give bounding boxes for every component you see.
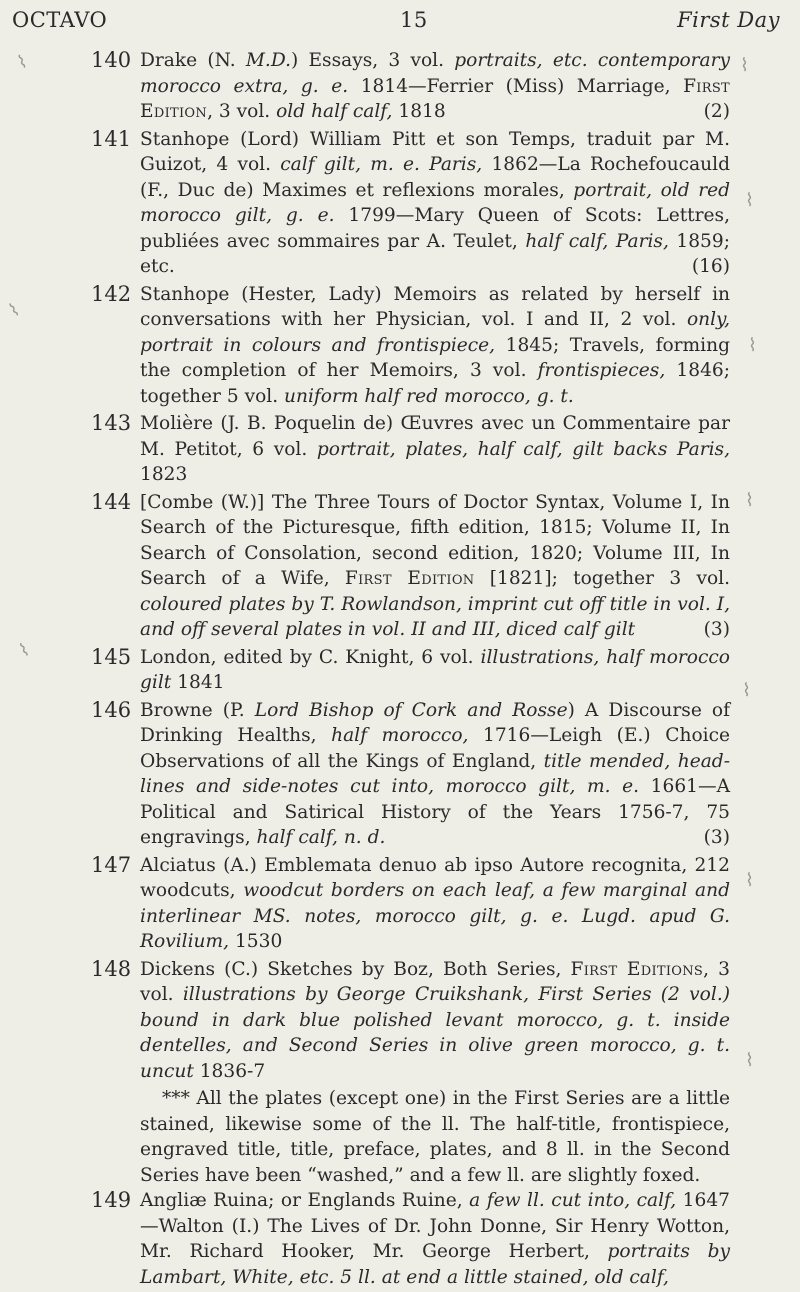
running-header: [12, 8, 780, 34]
entry-description: [140, 48, 730, 125]
entry-text-segment: Drake (N.: [140, 50, 246, 71]
entry-text-segment: 1841: [171, 672, 225, 693]
lot-number: 145: [91, 644, 132, 669]
entry-text-segment: 1530: [229, 931, 283, 952]
entry-text-segment: frontispieces,: [537, 360, 666, 381]
header-sale-day: First Day: [677, 8, 780, 32]
entry-text-segment: ) A Discourse of Drinking Healths,: [140, 699, 730, 746]
entry-text-segment: calf gilt, m. e. Paris,: [280, 154, 483, 175]
entry-text-segment: half calf, n. d.: [256, 827, 386, 848]
lot-number: 147: [91, 852, 132, 877]
entry-description: [140, 127, 730, 280]
entry-text-segment: Stanhope (Lord) William Pitt et son Temps, traduit par M. Guizot, 4 vol.: [140, 128, 730, 175]
pencil-mark-right-2: ⌇: [745, 190, 754, 211]
entry-description: [140, 282, 730, 410]
entry-note: *** All the plates (except one) in the First Series are a little stained, likewise some of the ll. The half-title, frontispiece, engraved title, title, preface, plates, and 8 ll. in the Second Series have been “washed,” and a few ll. are slightly foxed.: [140, 1088, 730, 1186]
pencil-mark-right-6: ⌇: [745, 870, 754, 891]
entry-text-segment: 1661—A Political and Satirical History of the Years 1756-7, 75 engravings,: [140, 776, 730, 848]
entry-text-segment: woodcut borders on each leaf, a few marginal and interlinear MS. notes, morocco gilt, g. e. Lugd. apud G. Rovilium,: [140, 880, 730, 952]
lot-number: 146: [91, 697, 132, 722]
entry-text-segment: Stanhope (Hester, Lady) Memoirs as related by herself in conversations with her Physician, vol. I and II, 2 vol.: [140, 283, 730, 330]
entry-text-segment: half morocco,: [331, 725, 469, 746]
lot-number: 141: [91, 126, 132, 151]
lot-number: 144: [91, 489, 132, 514]
pencil-mark-right-5: ⌇: [742, 680, 751, 701]
entry-text-segment: 1799—Mary Queen of Scots: Lettres, publiées avec sommaires par A. Teulet,: [140, 205, 730, 252]
pencil-mark-left-1: ⌇: [14, 51, 31, 74]
pencil-mark-left-2: ⌇: [5, 299, 24, 322]
entry-text-segment: portrait, old red morocco gilt, g. e.: [140, 179, 731, 226]
pencil-mark-left-3: ⌇: [15, 639, 33, 662]
lot-count: (16): [691, 256, 730, 277]
entry-text-segment: Alciatus (A.) Emblemata denuo ab ipso Autore recognita, 212 woodcuts,: [140, 854, 730, 901]
entry-text-segment: [Combe (W.)] The Three Tours of Doctor Syntax, Volume I, In Search of the Picturesque, fifth edition, 1815; Volume II, In Search of Consolation, second edition, 1820; Volume III, In Search of a Wife,: [140, 491, 730, 589]
entry-text-segment: half calf, Paris,: [525, 230, 669, 252]
entry-text-segment: 1846; together 5 vol.: [140, 360, 730, 407]
entry-text-segment: illustrations, half morocco gilt: [140, 646, 730, 693]
entry-text-segment: 1818: [392, 101, 446, 122]
entry-description: [140, 853, 730, 955]
lot-number: 148: [91, 956, 132, 981]
entry-text-segment: Dickens (C.) Sketches by Boz, Both Series,: [140, 958, 571, 980]
entry-text-segment: 1716—Leigh (E.) Choice Observations of all the Kings of England,: [140, 725, 731, 772]
catalogue-entries: [0, 48, 800, 1292]
entry-text-segment: a few ll. cut into, calf,: [469, 1190, 677, 1211]
lot-number: 142: [91, 281, 132, 306]
entry-text-segment: 1862—La Rochefoucauld (F., Duc de) Maximes et reflexions morales,: [140, 154, 731, 201]
entry-text-segment: 1836-7: [193, 1060, 266, 1082]
lot-count: (3): [703, 619, 730, 640]
catalogue-entry: [0, 48, 730, 125]
entry-description: [140, 645, 730, 696]
entry-text-segment: First Editions: [570, 958, 704, 980]
entry-text-segment: M.D.: [245, 50, 291, 71]
entry-text-segment: title mended, head-lines and side-notes cut into, morocco gilt, m. e.: [140, 750, 730, 797]
entry-text-segment: only, portrait in colours and frontispiece,: [140, 309, 730, 356]
entry-description: [140, 957, 730, 1085]
lot-number: 140: [91, 48, 132, 72]
entry-text-segment: 1859; etc.: [140, 230, 730, 277]
catalogue-entry: [0, 645, 730, 696]
entry-text-segment: Molière (J. B. Poquelin de) Œuvres avec un Commentaire par M. Petitot, 6 vol.: [140, 413, 730, 460]
lot-count: (3): [703, 827, 730, 848]
entry-text-segment: portraits by Lambart, White, etc. 5 ll. at end a little stained, old calf,: [140, 1241, 730, 1288]
entry-text-segment: 1814—Ferrier (Miss) Marriage,: [348, 75, 684, 97]
entry-text-segment: , 3 vol.: [140, 958, 730, 1005]
catalogue-entry: [0, 411, 730, 488]
lot-number: 143: [91, 411, 132, 435]
page-number: 15: [400, 8, 428, 32]
catalogue-entry: [0, 282, 730, 410]
entry-description: [140, 698, 730, 851]
entry-text-segment: , 3 vol.: [207, 101, 277, 122]
entry-text-segment: coloured plates by T. Rowlandson, imprint cut off title in vol. I, and off several plates in vol. II and III, diced calf gilt: [140, 593, 730, 640]
pencil-mark-right-1: ⌇: [740, 55, 749, 76]
entry-text-segment: First Edition: [140, 75, 730, 122]
entry-description: [140, 1188, 730, 1290]
entry-text-segment: illustrations by George Cruikshank, First Series (2 vol.) bound in dark blue polished levant morocco, g. t. inside dentelles, and Second Series in olive green morocco, g. t. uncut: [140, 984, 730, 1082]
entry-text-segment: London, edited by C. Knight, 6 vol.: [140, 646, 481, 668]
entry-text-segment: Angliæ Ruina; or Englands Ruine,: [140, 1190, 470, 1211]
entry-text-segment: 1647—Walton (I.) The Lives of Dr. John Donne, Sir Henry Wotton, Mr. Richard Hooker, Mr. George Herbert,: [140, 1190, 730, 1262]
entry-text-segment: Lord Bishop of Cork and Rosse: [254, 699, 568, 721]
pencil-mark-right-4: ⌇: [745, 490, 754, 511]
entry-text-segment: 1823: [140, 464, 188, 485]
entry-text-segment: portrait, plates, half calf, gilt backs Paris,: [316, 438, 730, 460]
entry-text-segment: ) Essays, 3 vol.: [290, 50, 455, 71]
catalogue-entry: [0, 957, 730, 1085]
catalogue-entry: [0, 853, 730, 955]
catalogue-entry: [0, 698, 730, 851]
pencil-mark-right-3: ⌇: [748, 335, 757, 356]
pencil-mark-right-7: ⌇: [745, 1050, 754, 1071]
entry-text-segment: 1845; Travels, forming the completion of her Memoirs, 3 vol.: [140, 334, 730, 381]
catalogue-entry: [0, 1188, 730, 1290]
header-format: OCTAVO: [12, 8, 108, 32]
entry-text-segment: First Edition: [344, 568, 475, 589]
catalogue-entry: [0, 127, 730, 280]
entry-text-segment: Browne (P.: [140, 699, 255, 721]
lot-count: (2): [703, 101, 730, 122]
entry-text-segment: old half calf,: [276, 101, 393, 122]
entry-text-segment: portraits, etc. contemporary morocco extra, g. e.: [140, 50, 731, 97]
entry-description: [140, 411, 730, 488]
entry-text-segment: [1821]; together 3 vol.: [474, 568, 730, 589]
lot-number: 149: [91, 1188, 132, 1212]
entry-description: [140, 490, 730, 643]
catalogue-entry: [0, 490, 730, 643]
entry-text-segment: uniform half red morocco, g. t.: [284, 385, 574, 407]
